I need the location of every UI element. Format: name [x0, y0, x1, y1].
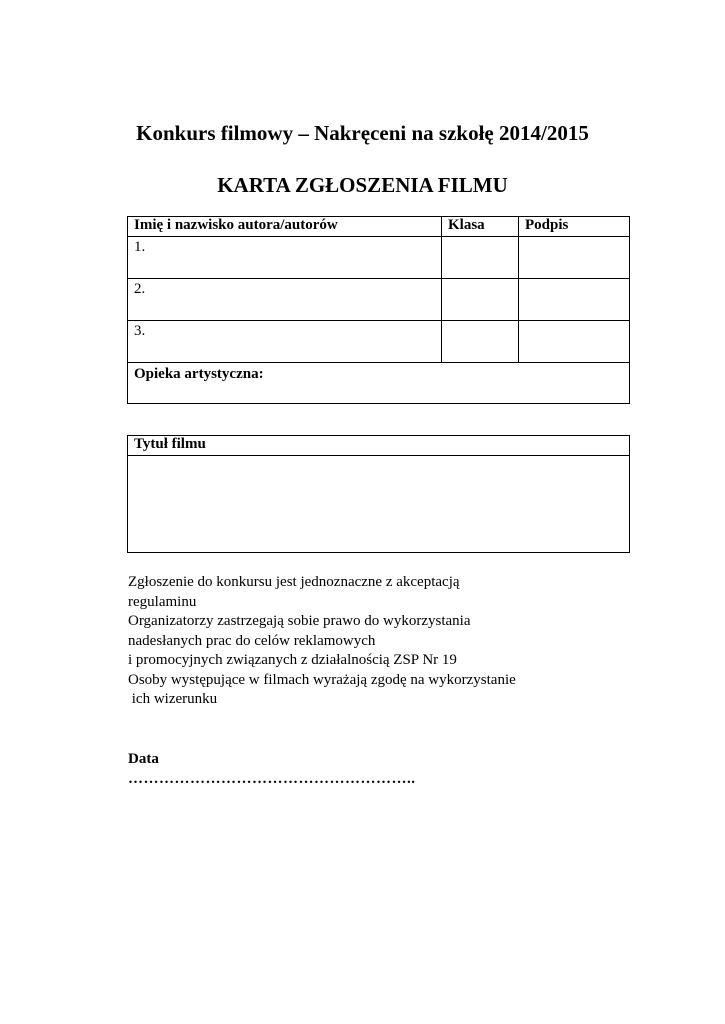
- notice-line: regulaminu: [128, 593, 197, 610]
- film-title-field[interactable]: [128, 456, 630, 553]
- author-row: [128, 237, 630, 279]
- film-title-header: Tytuł filmu: [128, 436, 630, 456]
- notice-line: Organizatorzy zastrzegają sobie prawo do wykorzystania: [128, 613, 471, 629]
- header-name: Imię i nazwisko autora/autorów: [128, 217, 442, 237]
- date-field[interactable]: ………………………………………………..: [128, 771, 416, 787]
- film-title-header-row: [128, 436, 630, 456]
- notice-text: [128, 573, 516, 710]
- author-signature-cell[interactable]: [519, 237, 630, 279]
- author-row: [128, 279, 630, 321]
- author-signature-cell[interactable]: [519, 321, 630, 363]
- author-signature-cell[interactable]: [519, 279, 630, 321]
- notice-line: Zgłoszenie do konkursu jest jednoznaczne z akceptacją: [128, 574, 460, 590]
- form-title: KARTA ZGŁOSZENIA FILMU: [217, 173, 508, 197]
- author-class-cell[interactable]: [442, 279, 519, 321]
- authors-table: [127, 216, 630, 404]
- contest-title: Konkurs filmowy – Nakręceni na szkołę 2014/2015: [136, 121, 589, 145]
- author-name-cell[interactable]: 3.: [128, 321, 442, 363]
- header-signature: Podpis: [519, 217, 630, 237]
- art-supervision-row: [128, 363, 630, 404]
- notice-line: i promocyjnych związanych z działalnością ZSP Nr 19: [128, 652, 457, 668]
- art-supervision-cell[interactable]: Opieka artystyczna:: [128, 363, 630, 404]
- date-label: Data: [128, 751, 159, 767]
- notice-line: Osoby występujące w filmach wyrażają zgodę na wykorzystanie: [128, 671, 516, 688]
- film-title-body-row: [128, 456, 630, 553]
- notice-line: ich wizerunku: [128, 691, 218, 707]
- author-name-cell[interactable]: 2.: [128, 279, 442, 321]
- notice-line: nadesłanych prac do celów reklamowych: [128, 632, 376, 649]
- header-class: Klasa: [442, 217, 519, 237]
- authors-header-row: [128, 217, 630, 237]
- film-title-table: [127, 435, 630, 553]
- author-class-cell[interactable]: [442, 237, 519, 279]
- author-name-cell[interactable]: 1.: [128, 237, 442, 279]
- author-row: [128, 321, 630, 363]
- author-class-cell[interactable]: [442, 321, 519, 363]
